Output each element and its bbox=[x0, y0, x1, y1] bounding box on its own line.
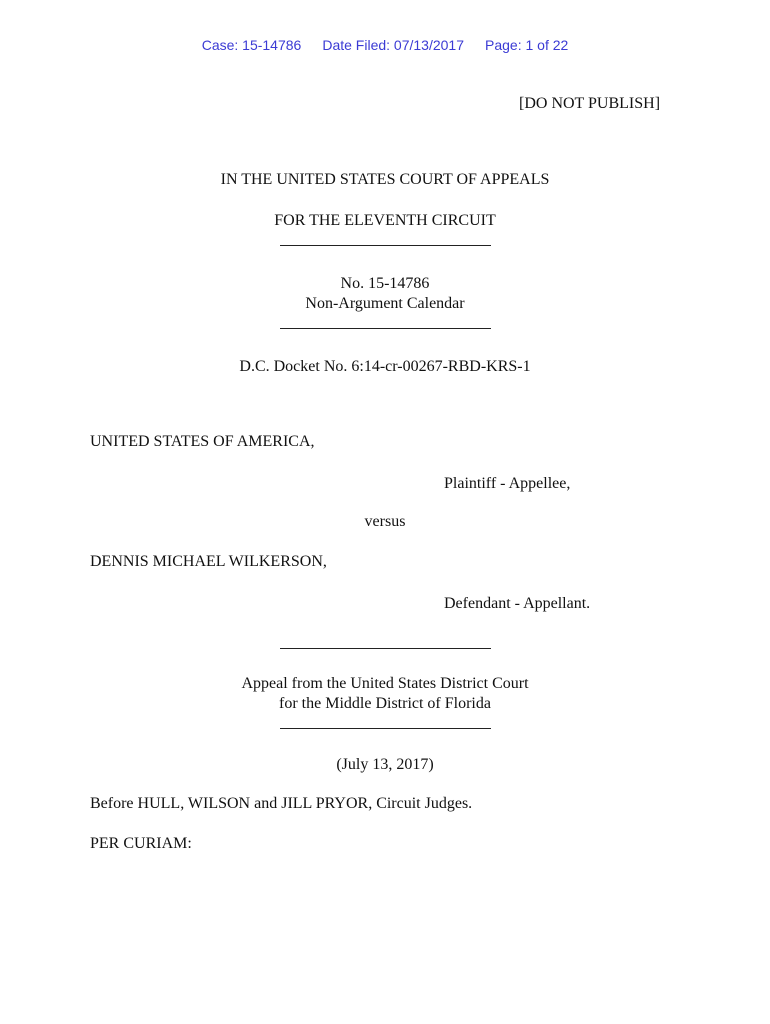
defendant-role: Defendant - Appellant. bbox=[444, 595, 591, 612]
filing-stamp-header bbox=[0, 37, 770, 53]
calendar-type: Non-Argument Calendar bbox=[305, 295, 465, 312]
plaintiff-role: Plaintiff - Appellee, bbox=[444, 475, 571, 492]
per-curiam-label: PER CURIAM: bbox=[90, 835, 192, 852]
appeal-district-line: for the Middle District of Florida bbox=[279, 695, 491, 712]
separator-rule bbox=[280, 728, 491, 729]
do-not-publish-note: [DO NOT PUBLISH] bbox=[519, 95, 661, 112]
date-filed-stamp: Date Filed: 07/13/2017 bbox=[322, 37, 464, 53]
court-name-line: IN THE UNITED STATES COURT OF APPEALS bbox=[220, 171, 550, 188]
decision-date: (July 13, 2017) bbox=[336, 756, 434, 773]
page-number-stamp: Page: 1 of 22 bbox=[485, 37, 569, 53]
case-number: No. 15-14786 bbox=[340, 275, 430, 292]
defendant-name: DENNIS MICHAEL WILKERSON, bbox=[90, 553, 327, 570]
appeal-source-line: Appeal from the United States District Court bbox=[241, 675, 529, 692]
case-number-stamp: Case: 15-14786 bbox=[201, 37, 302, 53]
circuit-name-line: FOR THE ELEVENTH CIRCUIT bbox=[274, 212, 496, 229]
plaintiff-name: UNITED STATES OF AMERICA, bbox=[90, 433, 315, 450]
panel-judges: Before HULL, WILSON and JILL PRYOR, Circuit Judges. bbox=[90, 795, 473, 812]
versus-label: versus bbox=[364, 513, 406, 530]
docket-number: D.C. Docket No. 6:14-cr-00267-RBD-KRS-1 bbox=[239, 358, 531, 375]
separator-rule bbox=[280, 648, 491, 649]
separator-rule bbox=[280, 245, 491, 246]
separator-rule bbox=[280, 328, 491, 329]
